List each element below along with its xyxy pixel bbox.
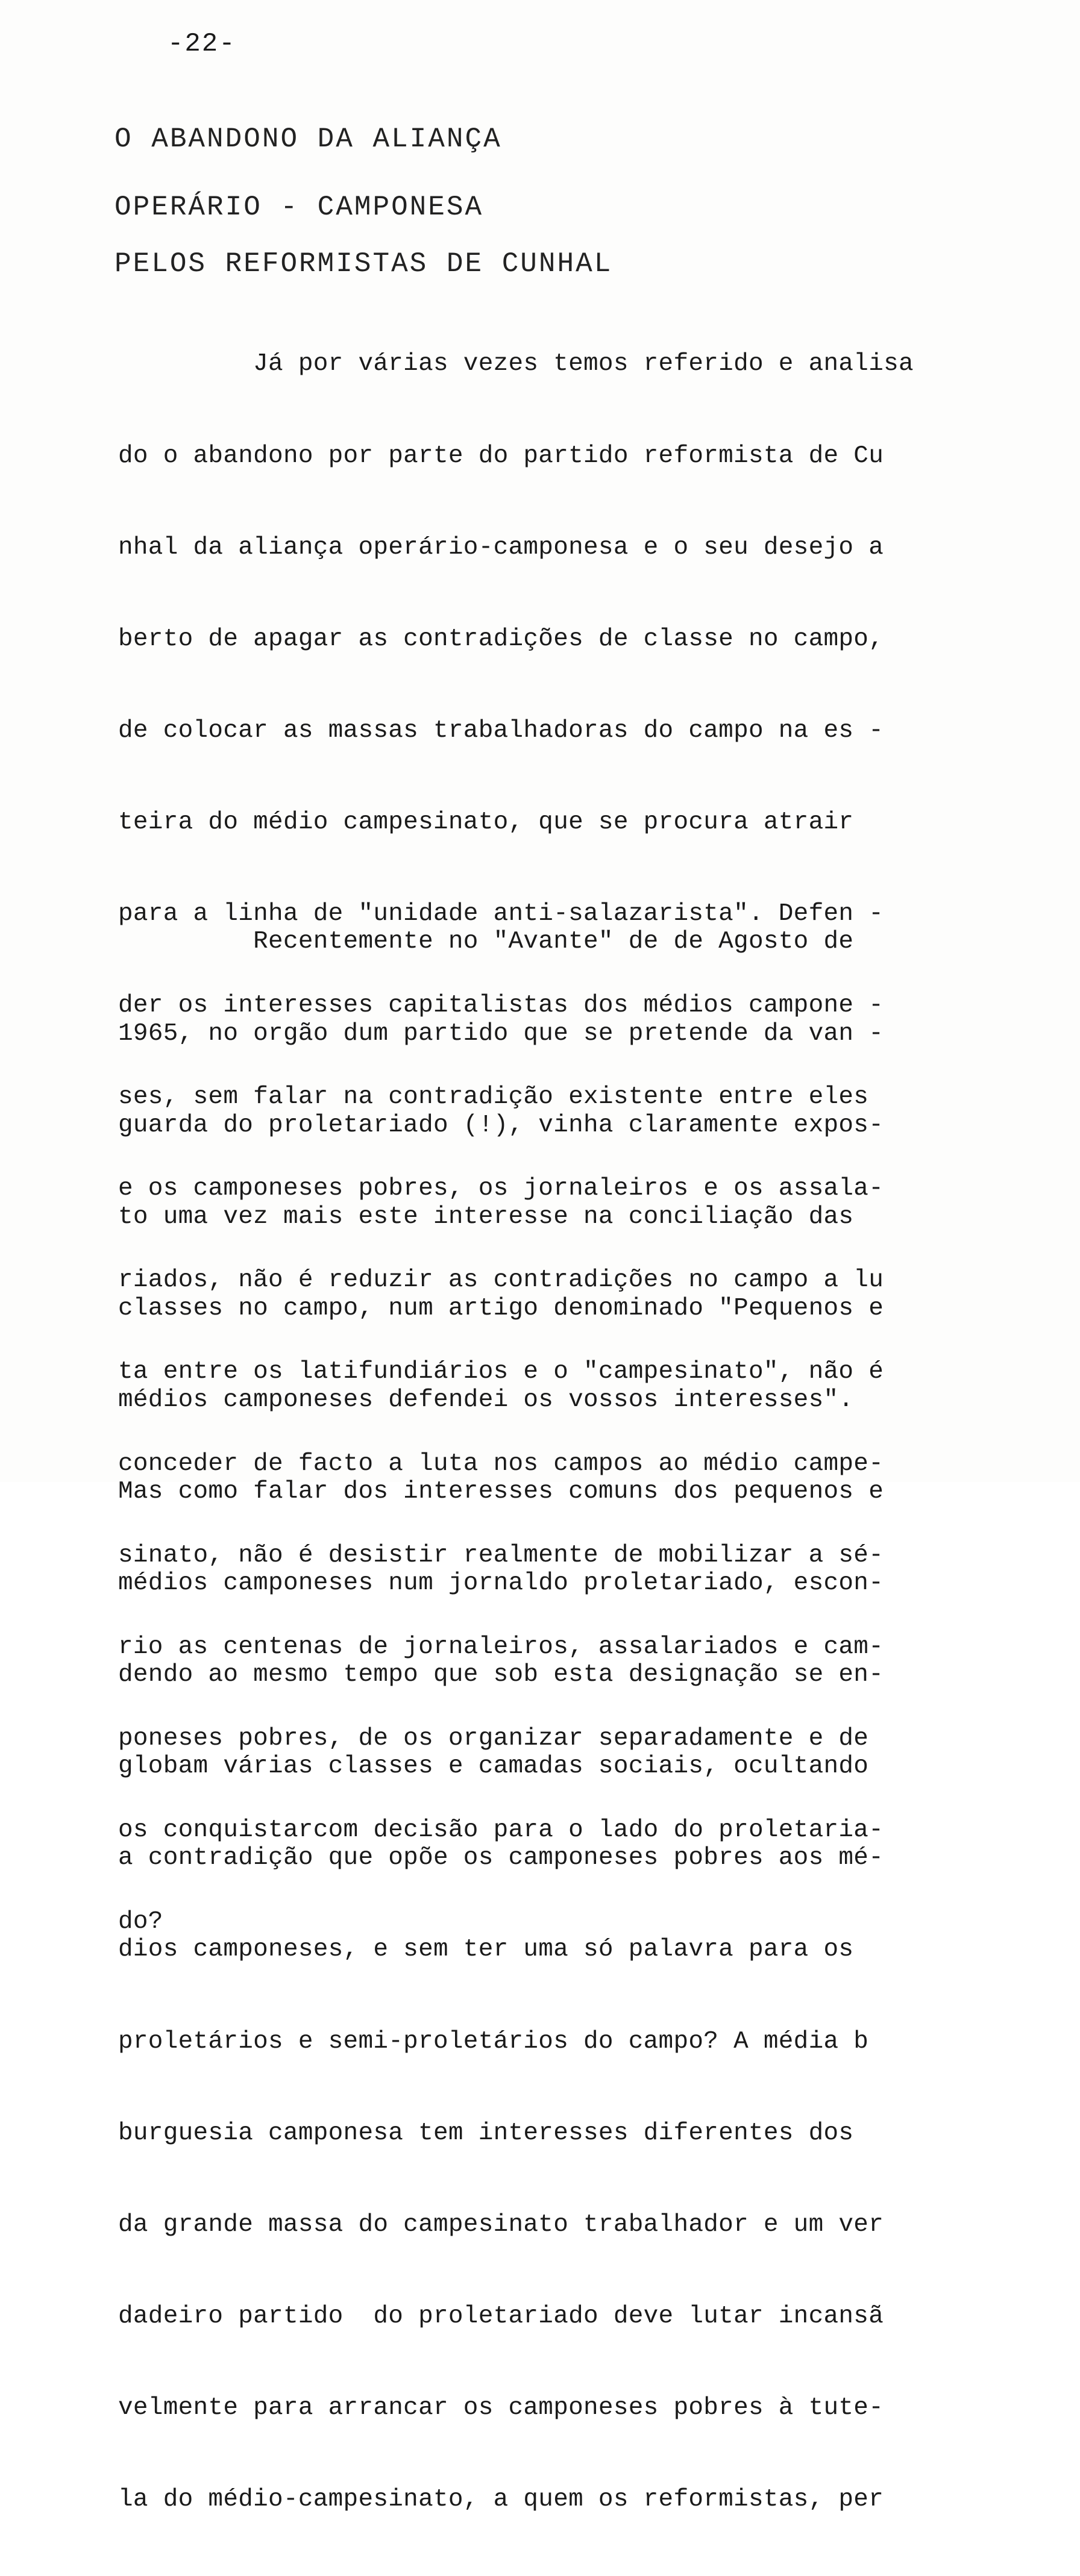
text-line: a contradição que opõe os camponeses pobres aos mé-: [118, 1844, 884, 1872]
text-line: dios camponeses, e sem ter uma só palavra para os: [118, 1936, 854, 1964]
text-line: rio as centenas de jornaleiros, assalariados e cam-: [118, 1633, 884, 1661]
text-line: teira do médio campesinato, que se procura atrair: [118, 808, 854, 836]
heading-line-3: PELOS REFORMISTAS DE CUNHAL: [115, 248, 613, 280]
text-line: classes no campo, num artigo denominado "Pequenos e: [118, 1294, 884, 1322]
page-number: -22-: [168, 29, 236, 59]
text-line: conceder de facto a luta nos campos ao médio campe-: [118, 1449, 884, 1478]
text-line: ses, sem falar na contradição existente entre eles: [118, 1083, 869, 1111]
text-line: 1965, no orgão dum partido que se pretende da van -: [118, 1019, 884, 1048]
text-line: médios camponeses num jornaldo proletariado, escon-: [118, 1569, 884, 1598]
paragraph-2: [118, 866, 884, 2576]
text-line: de colocar as massas trabalhadoras do campo na es -: [118, 716, 884, 745]
text-line: médios camponeses defendei os vossos interesses".: [118, 1386, 854, 1414]
text-line: burguesia camponesa tem interesses diferentes dos: [118, 2119, 854, 2147]
text-line: nhal da aliança operário-camponesa e o seu desejo a: [118, 533, 884, 561]
text-line: dadeiro partido do proletariado deve lutar incansã: [118, 2302, 884, 2330]
text-line: Recentemente no "Avante" de de Agosto de: [118, 928, 854, 956]
text-line: guarda do proletariado (!), vinha claramente expos-: [118, 1111, 884, 1139]
text-line: para a linha de "unidade anti-salazarista". Defen -: [118, 899, 884, 928]
text-line: der os interesses capitalistas dos médios campone -: [118, 992, 884, 1020]
heading-line-2: OPERÁRIO - CAMPONESA: [115, 192, 484, 223]
text-line: sinato, não é desistir realmente de mobilizar a sé-: [118, 1541, 884, 1569]
text-line: globam várias classes e camadas sociais, ocultando: [118, 1752, 869, 1781]
text-line: Já por várias vezes temos referido e analisa: [118, 350, 914, 378]
text-line: da grande massa do campesinato trabalhador e um ver: [118, 2210, 884, 2239]
text-line: os conquistarcom decisão para o lado do proletaria-: [118, 1816, 884, 1844]
text-line: do?: [118, 1908, 163, 1936]
text-line: riados, não é reduzir as contradições no campo a lu: [118, 1266, 884, 1295]
text-line: la do médio-campesinato, a quem os reformistas, per: [118, 2486, 884, 2513]
text-line: do o abandono por parte do partido reformista de Cu: [118, 442, 884, 470]
text-line: dendo ao mesmo tempo que sob esta designação se en-: [118, 1661, 884, 1689]
text-line: Mas como falar dos interesses comuns dos pequenos e: [118, 1477, 884, 1505]
text-line: to uma vez mais este interesse na conciliação das: [118, 1202, 854, 1231]
heading-line-1: O ABANDONO DA ALIANÇA: [115, 123, 502, 155]
text-line: velmente para arrancar os camponeses pobres à tute-: [118, 2393, 884, 2422]
text-line: e os camponeses pobres, os jornaleiros e os assala-: [118, 1175, 884, 1203]
text-line: berto de apagar as contradições de classe no campo,: [118, 625, 884, 653]
text-line: proletários e semi-proletários do campo? A média b: [118, 2027, 869, 2055]
text-line: ta entre os latifundiários e o "campesinato", não é: [118, 1358, 884, 1386]
text-line: poneses pobres, de os organizar separadamente e de: [118, 1724, 869, 1752]
